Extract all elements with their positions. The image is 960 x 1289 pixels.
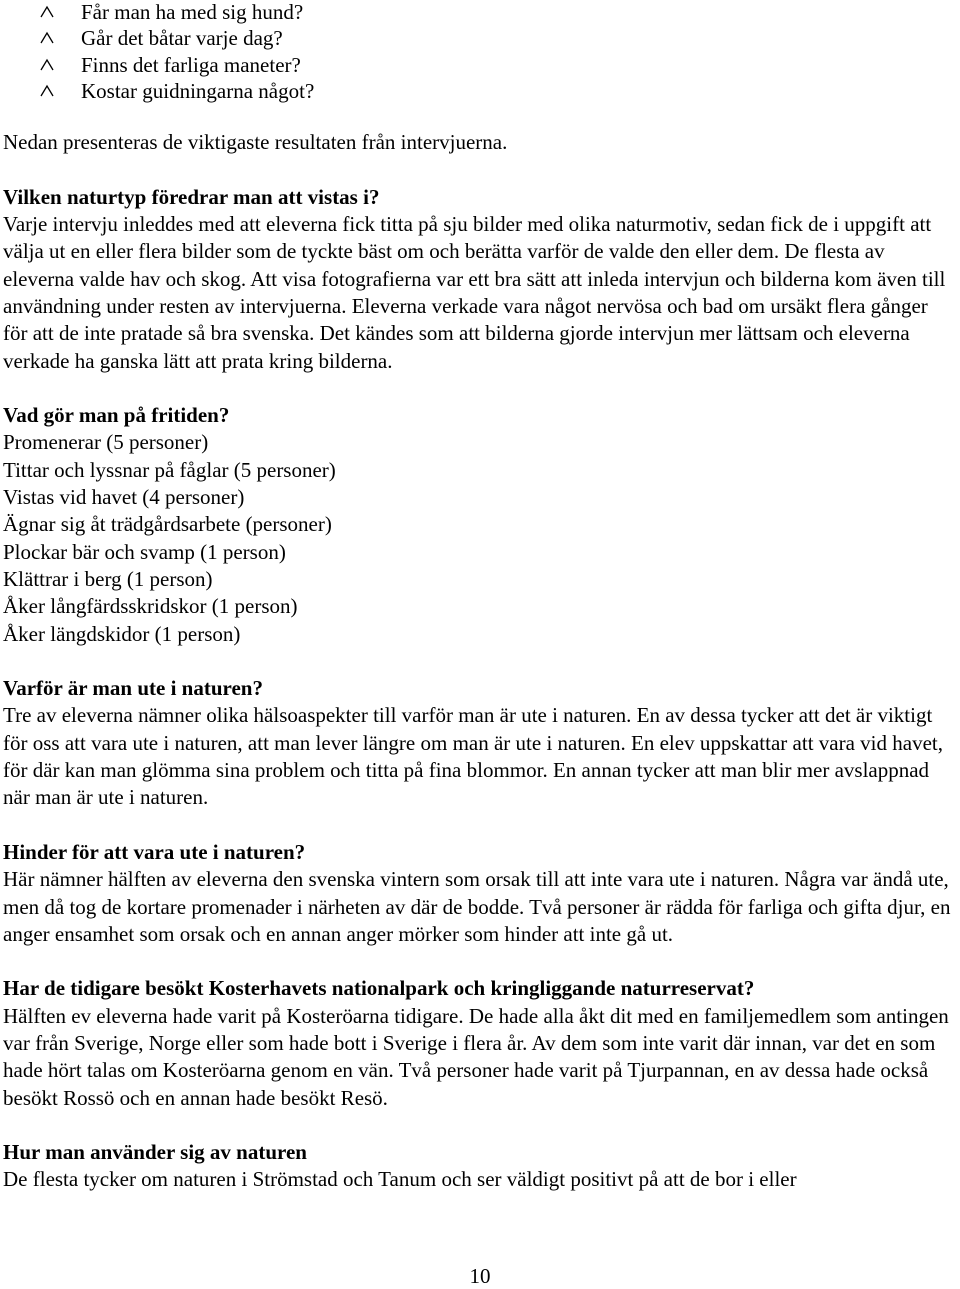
list-item: Vistas vid havet (4 personer) (3, 485, 245, 510)
intro-paragraph: Nedan presenteras de viktigaste resultaten från intervjuerna. (3, 130, 508, 155)
section-heading: Vad gör man på fritiden? (3, 403, 230, 428)
section-heading: Varför är man ute i naturen? (3, 676, 263, 701)
list-item: Åker längdskidor (1 person) (3, 621, 241, 646)
section-fritiden (3, 402, 955, 648)
section-body: De flesta tycker om naturen i Strömstad och Tanum och ser väldigt positivt på att de bor i eller (3, 1167, 797, 1192)
list-item: Plockar bär och svamp (1 person) (3, 539, 286, 564)
bullet-text: Finns det farliga maneter? (81, 52, 301, 77)
list-item (3, 52, 955, 78)
section-varfor (3, 675, 955, 811)
list-item: Ägnar sig åt trädgårdsarbete (personer) (3, 512, 332, 537)
section-anvander (3, 1139, 955, 1194)
section-heading: Vilken naturtyp föredrar man att vistas i? (3, 184, 380, 209)
list-item (3, 0, 955, 25)
bullet-text: Går det båtar varje dag? (81, 26, 283, 51)
section-heading: Hur man använder sig av naturen (3, 1140, 307, 1165)
section-naturtyp (3, 184, 955, 375)
list-item: Åker långfärdsskridskor (1 person) (3, 594, 298, 619)
section-hinder (3, 839, 955, 948)
question-bullet-list (3, 0, 955, 104)
page-number: 10 (469, 1264, 491, 1288)
section-body: Varje intervju inleddes med att eleverna fick titta på sju bilder med olika naturmotiv, sedan fick de i uppgift att välja ut en eller flera bilder som de tyckte bäst om och berätta varför de valde den eller dem. De flesta av eleverna valde hav och skog. Att visa fotografierna var ett bra sätt att inleda intervjun och bilderna kom även till användning under resten av intervjuerna. Eleverna verkade vara något nervösa och bad om ursäkt flera gånger för att de inte pratade så bra svenska. Det kändes som att bilderna gjorde intervjun mer lättsam och eleverna verkade ha ganska lätt att prata kring bilderna. (3, 212, 946, 373)
section-besokt (3, 975, 955, 1111)
section-body: Här nämner hälften av eleverna den svenska vintern som orsak till att inte vara ute i naturen. Några var ändå ute, men då tog de kortare promenader i närheten av där de bodde. Två personer är rädda för farliga och gifta djur, en anger ensamhet som orsak och en annan anger mörker som hinder att inte gå ut. (3, 867, 951, 946)
activity-list (3, 429, 955, 647)
bullet-text: Kostar guidningarna något? (81, 78, 315, 103)
list-item (3, 78, 955, 104)
section-heading: Hinder för att vara ute i naturen? (3, 839, 306, 864)
document-page (3, 0, 955, 1194)
list-item: Tittar och lyssnar på fåglar (5 personer) (3, 457, 336, 482)
list-item (3, 25, 955, 51)
list-item: Klättrar i berg (1 person) (3, 566, 213, 591)
bullet-text: Får man ha med sig hund? (81, 0, 304, 24)
section-body: Tre av eleverna nämner olika hälsoaspekter till varför man är ute i naturen. En av dessa tycker att det är viktigt för oss att vara ute i naturen, att man lever längre om man är ute i naturen. En elev uppskattar att vara vid havet, för där kan man glömma sina problem och titta på fina blommor. En annan tycker att man blir mer avslappnad när man är ute i naturen. (3, 703, 943, 810)
list-item: Promenerar (5 personer) (3, 430, 209, 455)
section-body: Hälften ev eleverna hade varit på Kosteröarna tidigare. De hade alla åkt dit med en familjemedlem som antingen var från Sverige, Norge eller som hade bott i Sverige i flera år. Av dem som inte varit där innan, var det en som hade hört talas om Kosteröarna genom en vän. Två personer hade varit på Tjurpannan, en av dessa hade också besökt Rossö och en annan hade besökt Resö. (3, 1003, 949, 1110)
section-heading: Har de tidigare besökt Kosterhavets nationalpark och kringliggande naturreservat? (3, 976, 755, 1001)
